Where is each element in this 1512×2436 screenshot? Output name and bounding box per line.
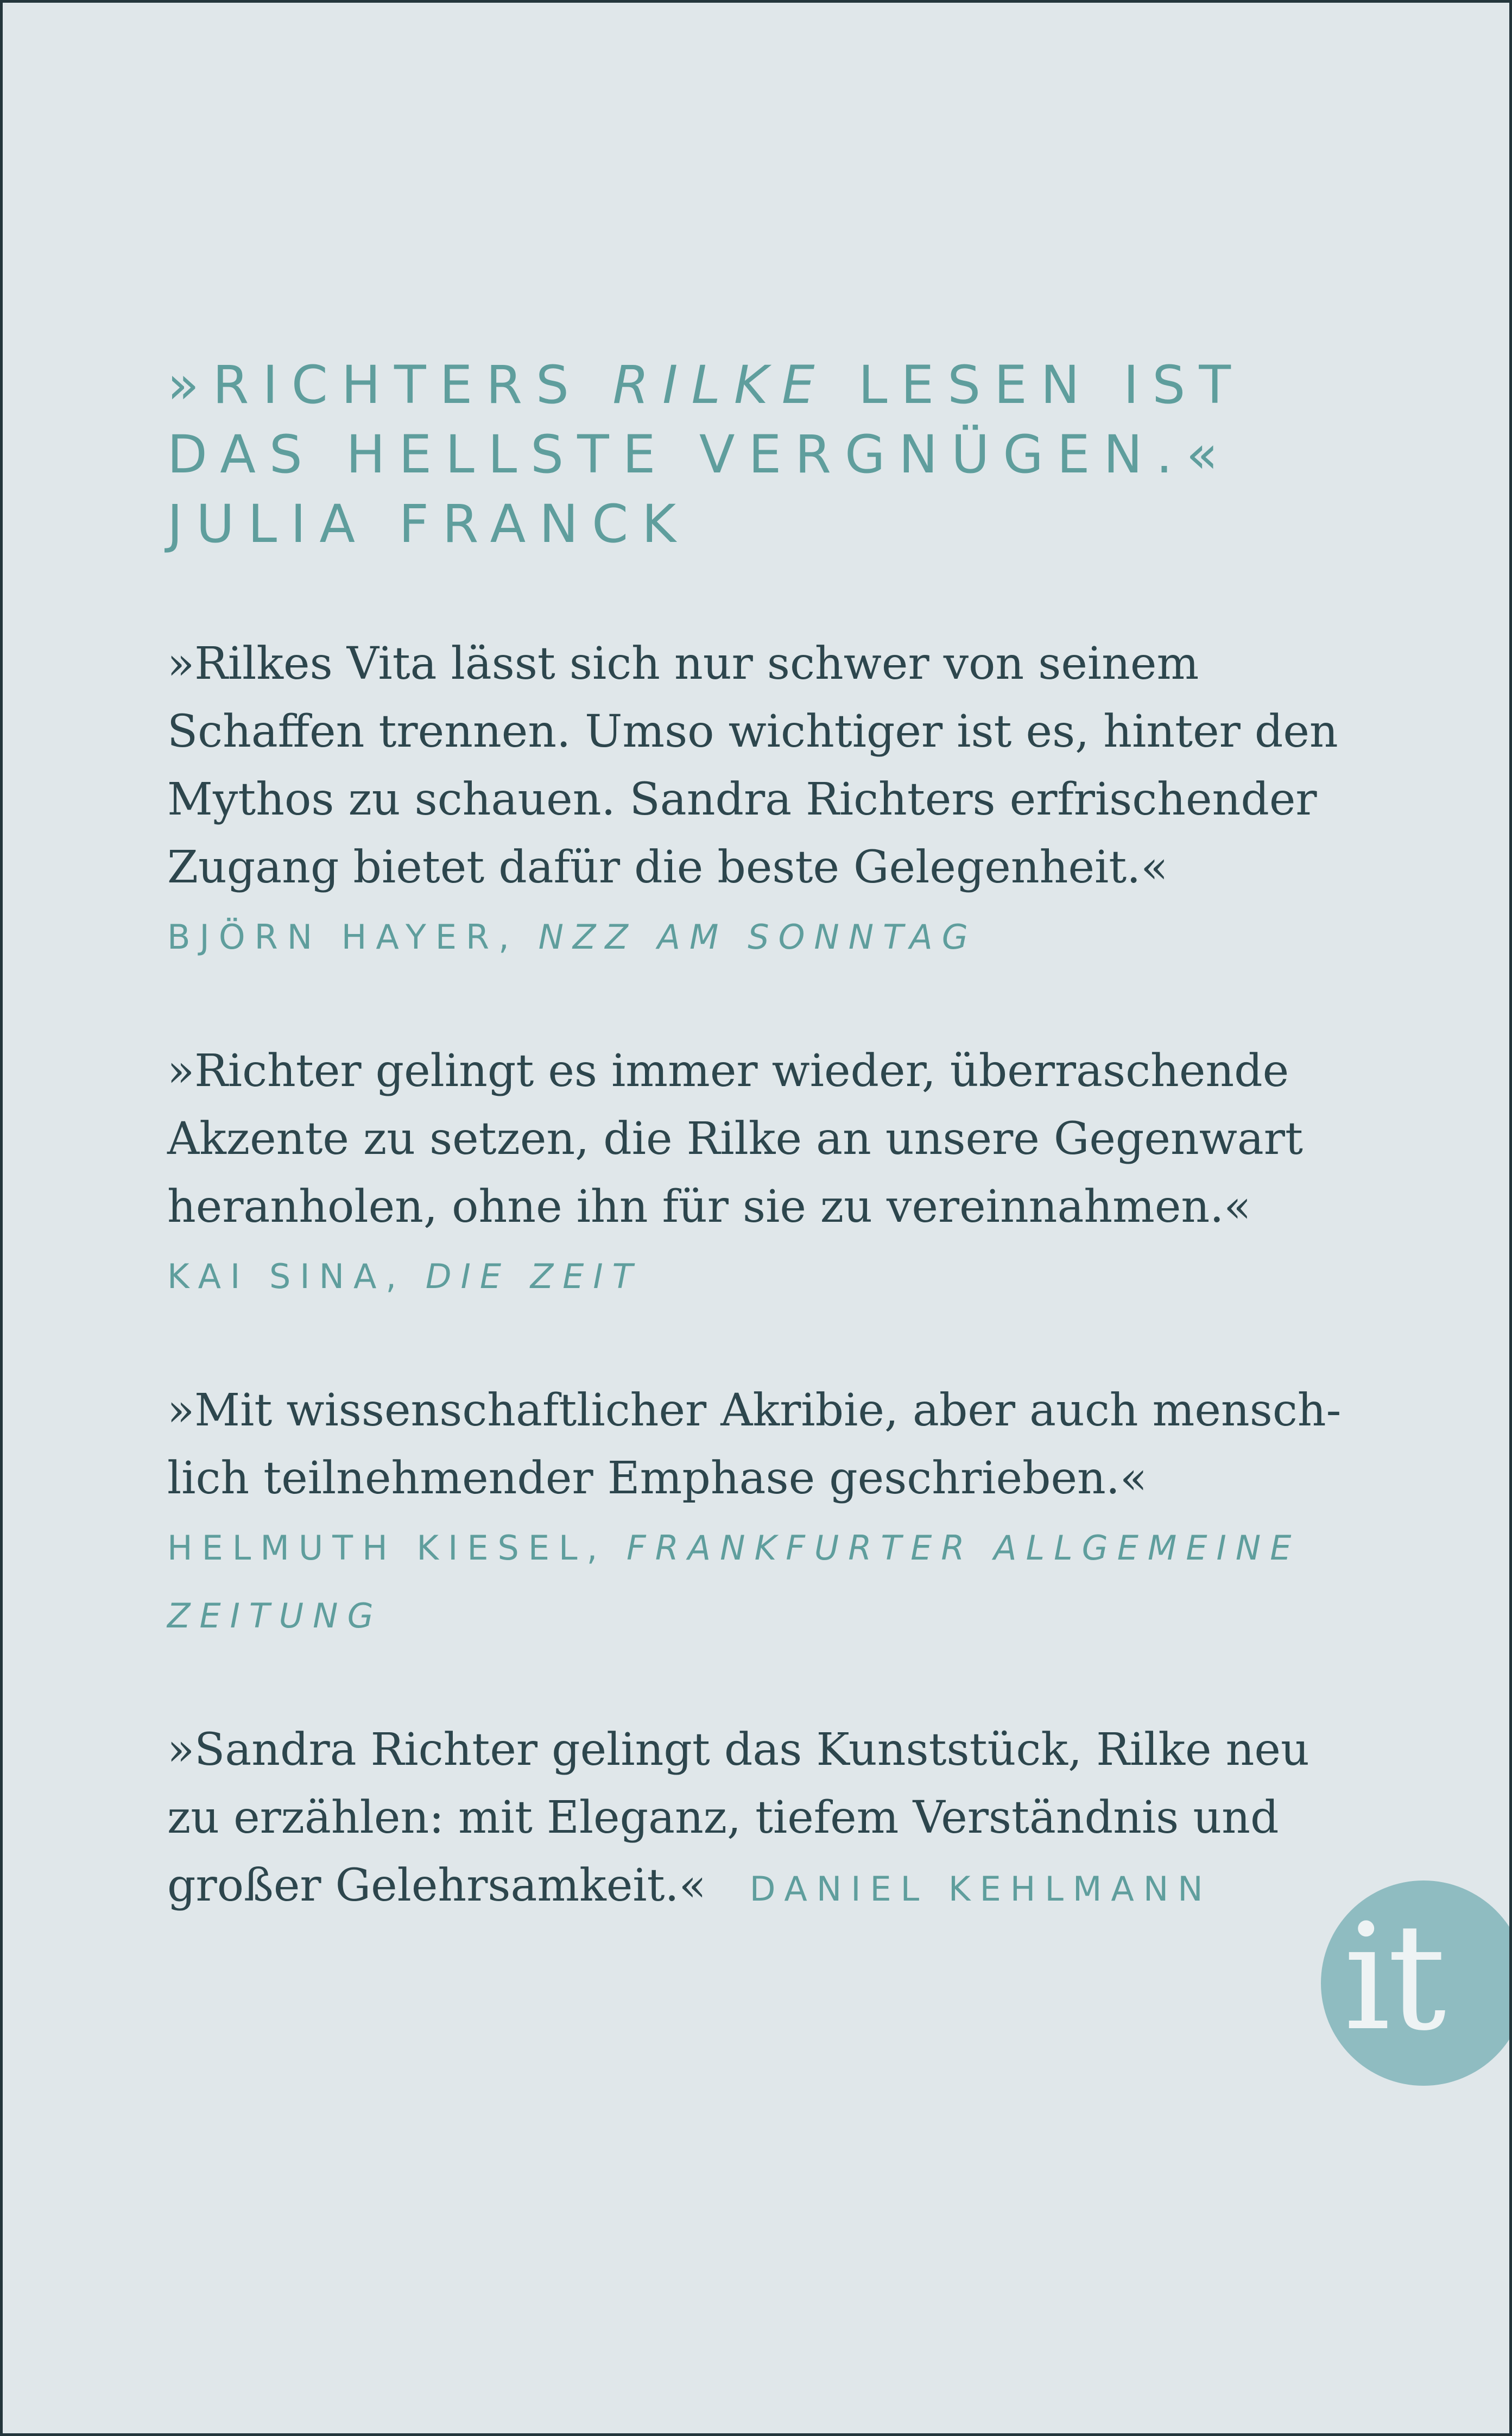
reviewer-name: DANIEL KEHLMANN xyxy=(749,1869,1212,1909)
reviewer-name: BJÖRN HAYER, xyxy=(167,917,518,957)
book-title: RILKE xyxy=(612,355,828,415)
headline-quote xyxy=(167,350,1394,559)
review-quote-2: »Richter gelingt es immer wieder, überraschende Akzente zu setzen, die Rilke an unsere Gegenwart heranholen, ohne ihn für sie zu vereinnahmen.« xyxy=(167,1045,1303,1233)
review-source-1 xyxy=(167,903,977,971)
publication-name: FRANKFURTER ALLGEMEINE xyxy=(627,1528,1301,1568)
reviewer-name: KAI SINA, xyxy=(167,1257,406,1296)
reviewer-name: HELMUTH KIESEL, xyxy=(167,1528,607,1568)
review-quote-4: »Sandra Richter gelingt das Kunststück, Rilke neu zu erzählen: mit Eleganz, tiefem Verständnis und großer Gelehrsamkeit.« DANIEL KEHLMANN xyxy=(167,1724,1309,1911)
publication-name: NZZ AM SONNTAG xyxy=(538,917,977,957)
review-quote-1: »Rilkes Vita lässt sich nur schwer von seinem Schaffen trennen. Umso wichtiger ist es, hinter den Mythos zu schauen. Sandra Richters erfrischender Zugang bietet dafür die beste Gelegenheit.« xyxy=(167,638,1338,893)
review-quote-3: »Mit wissenschaftlicher Akribie, aber auch mensch- lich teilnehmender Emphase geschrieben.« xyxy=(167,1385,1342,1504)
publication-name-continued: ZEITUNG xyxy=(167,1596,383,1636)
headline-line-2: DAS HELLSTE VERGNÜGEN.« xyxy=(167,424,1232,485)
review-source-3 xyxy=(167,1514,1300,1650)
logo-text: it xyxy=(1344,1892,1443,2063)
headline-author: JULIA FRANCK xyxy=(167,494,690,554)
insel-taschenbuch-logo xyxy=(1321,1880,1512,2086)
headline-line-1: »RICHTERS RILKE LESEN IST xyxy=(167,355,1244,415)
review-source-2 xyxy=(167,1242,642,1310)
publication-name: DIE ZEIT xyxy=(425,1257,642,1296)
